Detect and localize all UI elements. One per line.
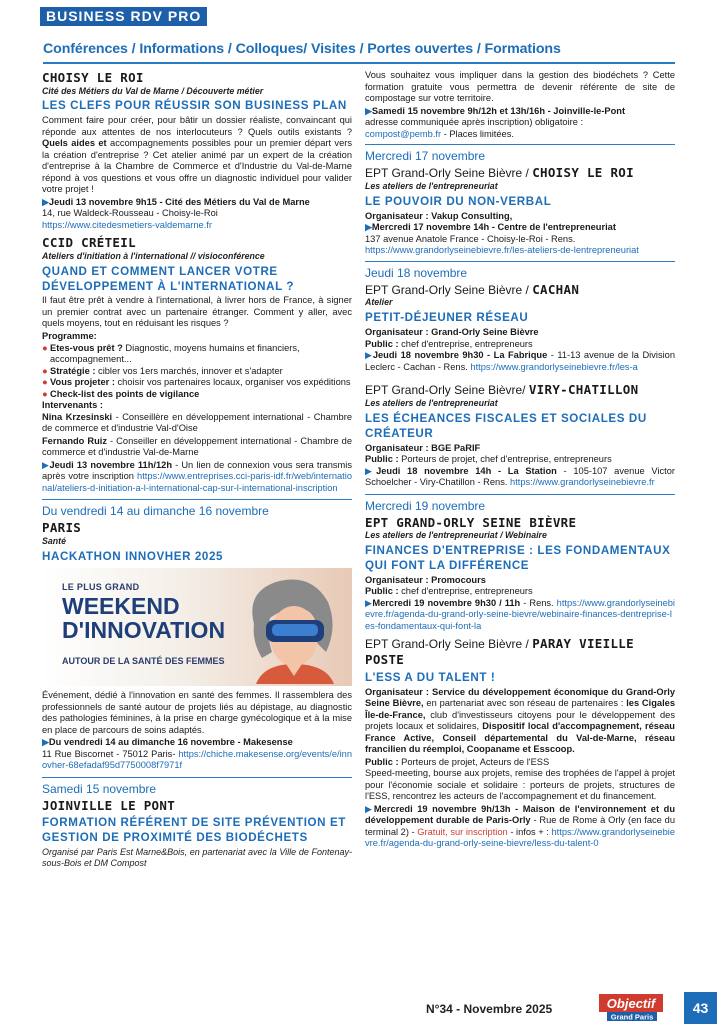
bullet-icon: ● — [42, 342, 48, 353]
event-when: ▶Du vendredi 14 au dimanche 16 novembre - Makesense — [42, 737, 293, 748]
triangle-icon: ▶ — [365, 350, 373, 361]
event-subtitle: Santé — [42, 535, 66, 546]
speakers-label: Intervenants : — [42, 400, 103, 411]
program-list — [42, 343, 352, 401]
banner-line: AUTOUR DE LA SANTÉ DES FEMMES — [62, 656, 225, 667]
event-when: ▶Jeudi 18 novembre 14h - La Station - 105-107 avenue Victor Schoelcher - Viry-Chatillon - Rens. https://www.grandorlyseinebievre.fr — [365, 465, 675, 488]
event-link[interactable]: https://www.grandorlyseinebievre.fr/agenda-du-grand-orly-seine-bievre/less-du-talent-0 — [365, 826, 675, 849]
event-subtitle: Ateliers d'initiation à l'international // visioconférence — [42, 250, 265, 261]
event-title: LES CLEFS POUR RÉUSSIR SON BUSINESS PLAN — [42, 99, 347, 113]
triangle-icon: ▶ — [42, 459, 50, 470]
event-ccid-creteil — [42, 235, 352, 500]
event-paris-hackathon — [42, 504, 352, 778]
triangle-icon: ▶ — [42, 196, 49, 207]
triangle-icon: ▶ — [365, 222, 372, 233]
svg-text:Objectif: Objectif — [606, 996, 656, 1011]
event-link[interactable]: https://www.grandorlyseinebievre.fr/les-ateliers-de-lentrepreneuriat — [365, 245, 639, 256]
objectif-grand-paris-logo — [599, 992, 663, 1022]
list-item: ● Stratégie : cibler vos 1ers marchés, innover et s'adapter — [42, 365, 283, 376]
event-organizer-line: EPT Grand-Orly Seine Bièvre/ VIRY-CHATILLON — [365, 382, 639, 398]
event-description: Comment faire pour créer, pour bâtir un dossier réaliste, convaincant qui réponde aux attentes de nos interlocuteurs ? Quels outils existants ? Quels aides et accompagnements possibles pour un premier départ vers la création d'entreprise ? Cet atelier animé par un expert de la création d'entreprise à la Chambre de Commerce et d'Industrie du Val-de-Marne répond à vos questions et vous offre un diagnostic individuel pour valider votre projet ! — [42, 115, 352, 195]
event-city: JOINVILLE LE PONT — [42, 797, 176, 813]
event-city: PARIS — [42, 520, 82, 536]
event-date: Mercredi 17 novembre — [365, 149, 486, 164]
event-when: ▶Jeudi 18 novembre 9h30 - La Fabrique - 11-13 avenue de la Division Leclerc - Cachan - Rens. https://www.grandorlyseinebievre.fr/les-a — [365, 350, 675, 372]
event-when: ▶Mercredi 17 novembre 14h - Centre de l'entrepreneuriat — [365, 222, 616, 233]
event-choisy-business-plan — [42, 70, 352, 231]
event-title: LES ÉCHEANCES FISCALES ET SOCIALES DU CRÉATEUR — [365, 411, 647, 440]
event-banner — [42, 568, 352, 686]
event-title: PETIT-DÉJEUNER RÉSEAU — [365, 311, 529, 325]
event-link[interactable]: https://chiche.makesense.org/events/e/innovher-68efadaf95d7750008f7971f — [42, 748, 352, 771]
event-link[interactable]: https://www.grandorlyseinebievre.fr — [510, 477, 655, 488]
event-city: CCID CRÉTEIL — [42, 235, 136, 251]
triangle-icon: ▶ — [42, 737, 49, 748]
event-description: Organisateur : Service du développement économique du Grand-Orly Seine Bièvre, en partenariat avec son réseau de partenaires : les Cigales Île-de-France, club d'investisseurs citoyens pour le développement des projets locaux et solidaires, Dispositif local d'accompagnement, réseau France Active, Conseil départemental du Val-de-Marne, réseau francilien du réemploi, Coopaname et Esscoop. — [365, 686, 675, 755]
event-public: Public : chef d'entreprise, entrepreneurs — [365, 338, 533, 349]
rubric-badge: BUSINESS RDV PRO — [40, 7, 207, 26]
event-organizer-line: EPT Grand-Orly Seine Bièvre / CHOISY LE ROI — [365, 164, 634, 180]
triangle-icon: ▶ — [365, 803, 374, 814]
event-description: Il faut être prêt à vendre à l'international, à livrer hors de France, à signer un premier contrat avec un partenaire étranger. Comment y aller, avec quels moyens, tout en réduisant les risques ? — [42, 295, 352, 329]
event-subtitle: Atelier — [365, 297, 393, 308]
event-description: Speed-meeting, bourse aux projets, remise des trophées de l'appel à projet pour l'économie sociale et solidaire : porteurs de projets, structures de l'ESS, rencontrez les acteurs de l'accompagnement et du financement. — [365, 768, 675, 802]
event-title: L'ESS A DU TALENT ! — [365, 670, 496, 684]
bullet-icon: ● — [42, 377, 48, 388]
event-date: Jeudi 18 novembre — [365, 265, 468, 280]
event-public: Public : chef d'entreprise, entrepreneurs — [365, 586, 533, 597]
event-organizer: Organisateur : Grand-Orly Seine Bièvre — [365, 327, 539, 338]
event-joinville-continued — [365, 70, 675, 145]
event-subtitle: Organisé par Paris Est Marne&Bois, en partenariat avec la Ville de Fontenay-sous-Bois et DM Compost — [42, 846, 352, 869]
banner-headline: WEEKEND D'INNOVATION — [62, 593, 226, 644]
event-when: ▶Jeudi 13 novembre 9h15 - Cité des Métiers du Val de Marne — [42, 196, 310, 207]
woman-vr-headset-illustration — [236, 572, 346, 684]
event-joinville-biodechets — [42, 782, 352, 869]
event-title: LE POUVOIR DU NON-VERBAL — [365, 194, 552, 208]
speaker: Nina Krzesinski - Conseillère en développement international - Chambre de commerce et d'industrie Val-d'Oise — [42, 411, 352, 434]
event-title: HACKATHON INNOVHER 2025 — [42, 549, 224, 563]
event-description: Événement, dédié à l'innovation en santé des femmes. Il rassemblera des professionnels de santé autour de projets liés au dépistage, au diagnostic des pathologies féminines, à la prise en charge gynécologique et à la mise en place de parcours de soins adaptés. — [42, 690, 352, 735]
speaker: Fernando Ruiz - Conseiller en développement international - Chambre de commerce et d'industrie Val-de-Marne — [42, 435, 352, 458]
event-when: ▶Mercredi 19 novembre 9h/13h - Maison de l'environnement et du développement durable de Paris-Orly - Rue de Rome à Orly (en face du terminal 2) - Gratuit, sur inscription - infos + : https://www.grandorlyseinebievre.fr/agenda-du-grand-orly-seine-bievre/less-du-talent-0 — [365, 803, 675, 849]
event-address: 11 Rue Biscornet - 75012 Paris- https://chiche.makesense.org/events/e/innovher-68efadaf95d7750008f7971f — [42, 748, 352, 771]
event-organizer: Organisateur : Promocours — [365, 574, 486, 585]
list-item: ● Check-list des points de vigilance — [42, 388, 200, 399]
event-organizer-line: EPT Grand-Orly Seine Bièvre / CACHAN — [365, 281, 580, 297]
event-public: Public : Porteurs de projet, Acteurs de l'ESS — [365, 756, 550, 767]
event-address: 14, rue Waldeck-Rousseau - Choisy-le-Roi — [42, 208, 218, 219]
event-address: adresse communiquée après inscription) obligatoire : — [365, 117, 584, 128]
magazine-logo — [599, 992, 663, 1022]
event-date: Samedi 15 novembre — [42, 781, 157, 796]
event-organizer-line: EPT Grand-Orly Seine Bièvre / PARAY VIEILLE POSTE — [365, 636, 634, 668]
event-contact: compost@pemb.fr - Places limitées. — [365, 128, 514, 139]
banner-line: LE PLUS GRAND — [62, 582, 140, 593]
event-city: CHOISY LE ROI — [42, 70, 144, 85]
left-column — [42, 70, 352, 1005]
event-title: FINANCES D'ENTREPRISE : LES FONDAMENTAUX QUI FONT LA DIFFÉRENCE — [365, 543, 671, 572]
event-paray-ess — [365, 636, 675, 850]
event-subtitle: Les ateliers de l'entrepreneuriat — [365, 398, 498, 409]
event-subtitle: Cité des Métiers du Val de Marne / Découverte métier — [42, 85, 264, 96]
event-link[interactable]: https://www.grandorlyseinebievre.fr/agenda-du-grand-orly-seine-bievre/webinaire-finances-dentreprise-les-fondamentaux-qui-font-la — [365, 597, 675, 631]
event-link[interactable]: https://www.grandorlyseinebievre.fr/les-a — [470, 361, 638, 372]
event-when: ▶Jeudi 13 novembre 11h/12h - Un lien de connexion vous sera transmis après votre inscription https://www.entreprises.cci-paris-idf.fr/web/international/ateliers-d-initiation-a-l-international-cap-sur-l-international-inscription — [42, 459, 352, 493]
event-description: Vous souhaitez vous impliquer dans la gestion des biodéchets ? Cette formation gratuite vous permettra de devenir référente de site de compostage sur votre territoire. — [365, 70, 675, 104]
event-date: Mercredi 19 novembre — [365, 498, 486, 513]
triangle-icon: ▶ — [365, 597, 373, 608]
event-organizer: Organisateur : BGE PaRIF — [365, 442, 481, 453]
issue-number: N°34 - Novembre 2025 — [426, 1002, 553, 1016]
list-item: ● Vous projeter : choisir vos partenaires locaux, organiser vos expéditions — [42, 377, 351, 388]
event-link[interactable]: https://www.citedesmetiers-valdemarne.fr — [42, 219, 212, 230]
divider — [43, 62, 675, 64]
event-email-link[interactable]: compost@pemb.fr — [365, 128, 442, 139]
event-title: FORMATION RÉFÉRENT DE SITE PRÉVENTION ET GESTION DE PROXIMITÉ DES BIODÉCHETS — [42, 816, 346, 845]
bullet-icon: ● — [42, 388, 48, 399]
svg-text:Grand Paris: Grand Paris — [610, 1012, 654, 1022]
list-item: ● Etes-vous prêt ? Diagnostic, moyens humains et financiers, accompagnement... — [42, 342, 300, 365]
event-date: Du vendredi 14 au dimanche 16 novembre — [42, 504, 269, 519]
event-choisy-non-verbal — [365, 149, 675, 262]
page-topic: Conférences / Informations / Colloques/ Visites / Portes ouvertes / Formations — [43, 41, 561, 57]
event-link[interactable]: https://www.entreprises.cci-paris-idf.fr/web/international/ateliers-d-initiation-a-l-international-cap-sur-l-international-inscription — [42, 471, 352, 493]
event-cachan-reseau — [365, 266, 675, 495]
program-label: Programme: — [42, 331, 97, 341]
page-number: 43 — [684, 992, 717, 1024]
right-column — [365, 70, 675, 1005]
event-address: 137 avenue Anatole France - Choisy-le-Roi - Rens. — [365, 233, 576, 244]
event-city: EPT GRAND-ORLY SEINE BIÈVRE — [365, 514, 577, 530]
event-subtitle: Les ateliers de l'entrepreneuriat — [365, 180, 498, 191]
event-public: Public : Porteurs de projet, chef d'entreprise, entrepreneurs — [365, 454, 612, 465]
event-organizer: Organisateur : Vakup Consulting, — [365, 210, 513, 221]
event-when: ▶Mercredi 19 novembre 9h30 / 11h - Rens. https://www.grandorlyseinebievre.fr/agenda-du-grand-orly-seine-bievre/webinaire-finances-dentreprise-les-fondamentaux-qui-font-la — [365, 597, 675, 631]
triangle-icon: ▶ — [365, 465, 377, 476]
triangle-icon: ▶ — [365, 105, 372, 116]
event-title: QUAND ET COMMENT LANCER VOTRE DÉVELOPPEMENT À L'INTERNATIONAL ? — [42, 264, 295, 293]
bullet-icon: ● — [42, 365, 48, 376]
event-subtitle: Les ateliers de l'entrepreneuriat / Webinaire — [365, 530, 547, 541]
event-when: ▶Samedi 15 novembre 9h/12h et 13h/16h - Joinville-le-Pont — [365, 105, 626, 116]
event-webinaire-finances — [365, 499, 675, 633]
